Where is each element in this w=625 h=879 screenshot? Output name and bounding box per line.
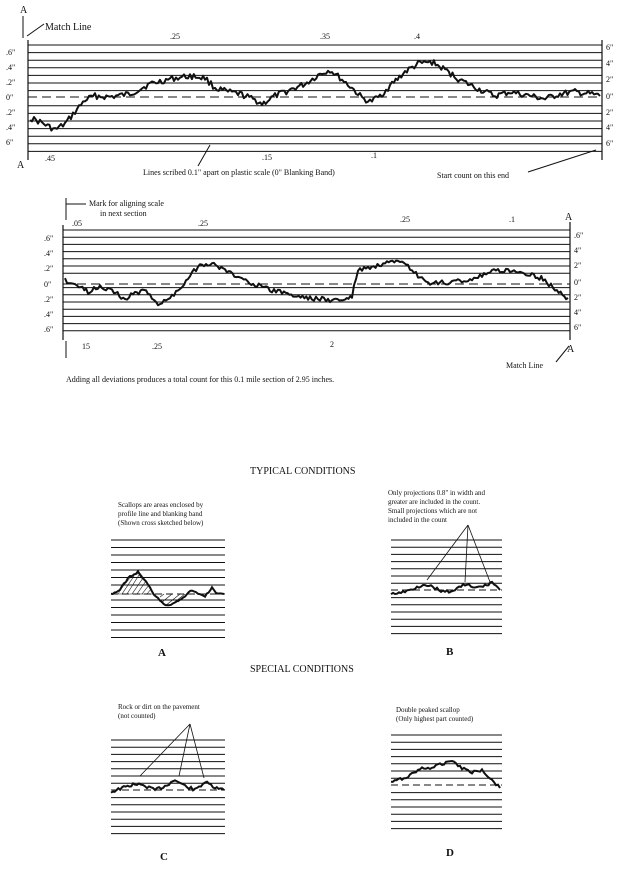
strip-2-corner-mark: A <box>565 212 573 223</box>
strip-1 <box>6 5 613 180</box>
panel-c-label: C <box>160 851 168 863</box>
panel-c-profile-trace <box>111 780 224 792</box>
strip-1-bottom-tick: .45 <box>45 154 55 163</box>
scale-label: 0" <box>44 280 52 289</box>
strip-2-top-tick: .05 <box>72 219 82 228</box>
strip-1-lines-note: Lines scribed 0.1" apart on plastic scale (0" Blanking Band) <box>143 168 335 177</box>
special-conditions-heading: SPECIAL CONDITIONS <box>250 664 354 675</box>
scale-label: 2" <box>606 108 614 117</box>
panel-c-pointer-lines <box>140 724 204 778</box>
scale-label: .6" <box>6 48 16 57</box>
strip-1-corner-mark-bottom: A <box>17 160 25 171</box>
scale-label: 6" <box>6 138 14 147</box>
panel-c-note: (not counted) <box>118 712 156 720</box>
panel-b-note: included in the count <box>388 516 447 524</box>
panel-a-note: profile line and blanking band <box>118 510 203 518</box>
lines-note-arrow <box>198 145 210 166</box>
strip-2-profile-trace <box>65 261 568 306</box>
panel-a-note: (Shown cross sketched below) <box>118 519 204 527</box>
panel-b-note: greater are included in the count. <box>388 498 481 506</box>
typical-conditions-heading: TYPICAL CONDITIONS <box>250 466 356 477</box>
scale-label: .4" <box>44 249 54 258</box>
scale-label: 0" <box>606 92 614 101</box>
panel-b-note: Only projections 0.8" in width and <box>388 489 485 497</box>
scale-label: 6" <box>606 43 614 52</box>
scale-label: .6" <box>574 231 584 240</box>
panel-c-note: Rock or dirt on the pavement <box>118 703 200 711</box>
strip-1-bottom-tick: .15 <box>262 153 272 162</box>
strip-2-top-tick: .1 <box>509 215 515 224</box>
scale-label: .2" <box>44 295 54 304</box>
panel-a <box>111 501 225 659</box>
strip-1-start-note: Start count on this end <box>437 171 509 180</box>
scale-label: .4" <box>44 310 54 319</box>
panel-d-note: Double peaked scallop <box>396 706 460 714</box>
strip-2-corner-mark-bottom: A <box>567 344 575 355</box>
strip-1-top-tick: .25 <box>170 32 180 41</box>
scale-label: 0" <box>6 93 14 102</box>
scale-label: .2" <box>44 264 54 273</box>
panel-d-profile-trace <box>391 761 500 788</box>
strip-2-left-scale <box>44 234 53 334</box>
strip-2-right-scale <box>574 231 583 332</box>
strip-1-top-tick: .4 <box>414 32 420 41</box>
match-line-arrow <box>27 24 44 36</box>
scale-label: .6" <box>44 234 54 243</box>
scale-label: 2" <box>574 293 582 302</box>
scale-label: 4" <box>574 246 582 255</box>
strip-1-bottom-tick: .1 <box>371 151 377 160</box>
scale-label: 2" <box>606 75 614 84</box>
panel-d <box>391 706 502 859</box>
panel-a-note: Scallops are areas enclosed by <box>118 501 204 509</box>
strip-1-left-scale <box>6 48 15 147</box>
strip-1-right-scale <box>606 43 613 148</box>
panel-a-label: A <box>158 647 166 659</box>
strip-2-bottom-tick: 15 <box>82 342 90 351</box>
scale-label: 4" <box>606 123 614 132</box>
strip-2-align-note: Mark for aligning scale <box>89 199 164 208</box>
panel-a-scale-lines <box>111 540 225 638</box>
strip-1-match-line-label: Match Line <box>45 22 92 33</box>
strip-2-scale-lines <box>63 230 570 331</box>
panel-b <box>388 489 502 658</box>
panel-b-pointer-lines <box>427 525 490 582</box>
panel-d-note: (Only highest part counted) <box>396 715 474 723</box>
strip-2-bottom-tick: 2 <box>330 340 334 349</box>
scale-label: 4" <box>606 59 614 68</box>
scale-label: .4" <box>6 63 16 72</box>
scale-label: .2" <box>6 108 16 117</box>
panel-b-note: Small projections which are not <box>388 507 478 515</box>
strip-2-match-line-label: Match Line <box>506 361 544 370</box>
panel-b-label: B <box>446 646 454 658</box>
strip-2-top-tick: .25 <box>400 215 410 224</box>
scale-label: .2" <box>6 78 16 87</box>
scale-label: .6" <box>44 325 54 334</box>
scale-label: 6" <box>574 323 582 332</box>
scale-label: 0" <box>574 278 582 287</box>
panel-c <box>111 703 225 863</box>
strip-2-bottom-tick: .25 <box>152 342 162 351</box>
panel-d-scale-lines <box>391 735 502 829</box>
scale-label: 6" <box>606 139 614 148</box>
summary-note: Adding all deviations produces a total count for this 0.1 mile section of 2.95 inches. <box>66 375 335 384</box>
panel-b-profile-trace <box>391 582 500 594</box>
panel-d-label: D <box>446 847 454 859</box>
scale-label: 2" <box>574 261 582 270</box>
strip-2 <box>44 198 583 370</box>
strip-1-profile-trace <box>30 60 600 130</box>
strip-1-top-tick: .35 <box>320 32 330 41</box>
strip-1-corner-mark: A <box>20 5 28 16</box>
scale-label: 4" <box>574 308 582 317</box>
strip-2-align-note: in next section <box>100 209 147 218</box>
scale-label: .4" <box>6 123 16 132</box>
start-note-arrow <box>528 150 596 172</box>
strip-2-top-tick: .25 <box>198 219 208 228</box>
